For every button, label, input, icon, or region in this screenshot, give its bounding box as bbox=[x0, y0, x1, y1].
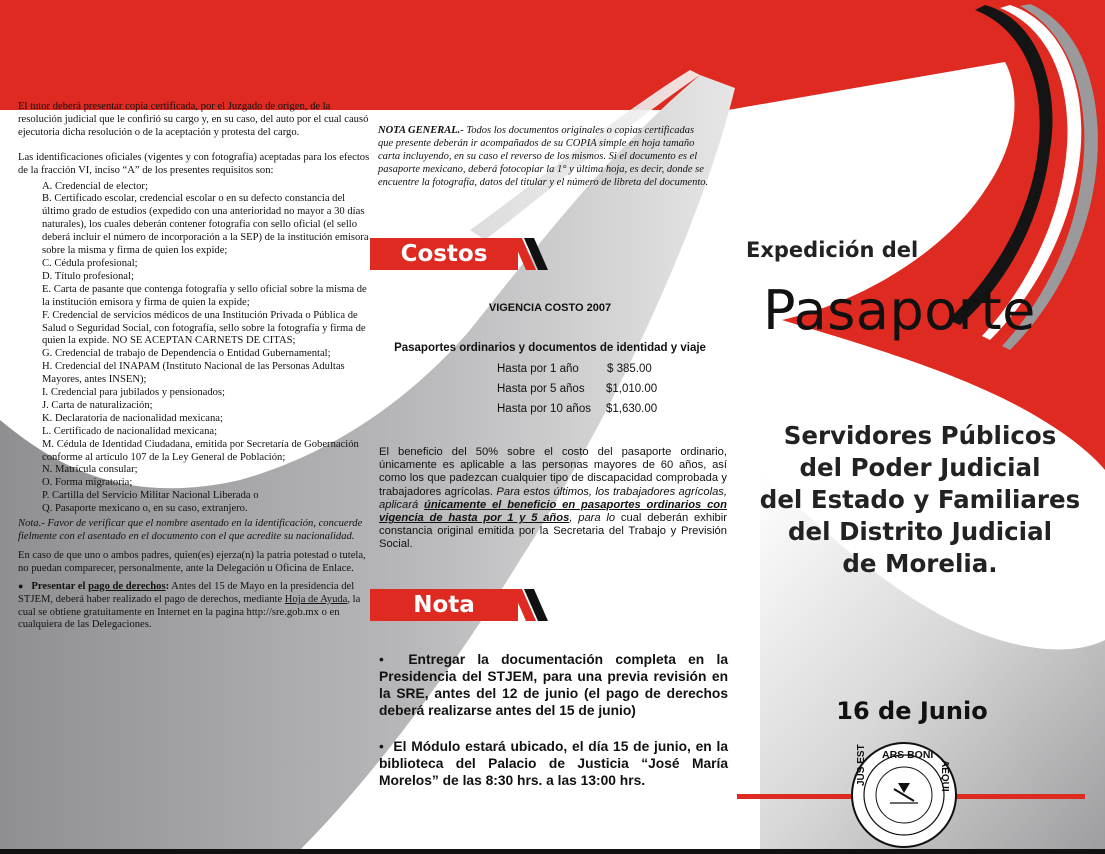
list-item: • El Módulo estará ubicado, el día 15 de junio, en la biblioteca del Palacio de Justicia “José María Morelos” de las 8:30 hrs. a las 13:00 hrs. bbox=[379, 739, 729, 788]
bullet-icon: • bbox=[379, 739, 384, 754]
costos-banner bbox=[370, 238, 550, 270]
list-item: E. Carta de pasante que contenga fotografía y sello oficial sobre la misma de la institución emisora y firma de quien la expide; bbox=[42, 283, 367, 308]
verification-note: Nota.- Favor de verificar que el nombre asentado en la identificación, concuerde fielmente con el asentado en el documento con el que acredite su nacionalidad. bbox=[18, 518, 363, 542]
list-item: Q. Pasaporte mexicano o, en su caso, extranjero. bbox=[42, 503, 248, 515]
title-small: Expedición del bbox=[746, 238, 919, 262]
list-item: L. Certificado de nacionalidad mexicana; bbox=[42, 425, 218, 437]
cost-row: Hasta por 10 años $1,630.00 bbox=[497, 403, 658, 415]
left-column bbox=[18, 101, 370, 644]
list-item: C. Cédula profesional; bbox=[42, 257, 138, 269]
seal-right-text: AEQUI bbox=[939, 760, 950, 792]
event-date: 16 de Junio bbox=[836, 697, 988, 725]
list-item: I. Credencial para jubilados y pensionados; bbox=[42, 387, 225, 399]
list-item: D. Título profesional; bbox=[42, 270, 134, 282]
seal-left-text: JUS EST bbox=[856, 744, 867, 786]
vigencia-header: VIGENCIA COSTO 2007 bbox=[488, 302, 612, 314]
seal-top-text: ARS BONI bbox=[882, 749, 934, 761]
general-note: NOTA GENERAL.- Todos los documentos originales o copias certificadas que presente deberán ir acompañados de su COPIA simple en hoja tamaño carta incluyendo, en su caso el reverso de los mismos. Si el documento es el pasaporte mexicano, deberá fotocopiar la 1° y última hoja, es decir, donde se encuentre la fotografía, datos del titular y el número de libreta del documento. bbox=[378, 125, 709, 188]
parents-paragraph: En caso de que uno o ambos padres, quien(es) ejerza(n) la patria potestad o tutela, no puedan comparecer, personalmente, ante la Delegación u Oficina de Enlace. bbox=[18, 549, 366, 574]
list-item: K. Declaratoria de nacionalidad mexicana; bbox=[42, 412, 223, 424]
list-item: M. Cédula de Identidad Ciudadana, emitida por Secretaría de Gobernación conforme al artículo 107 de la Ley General de Población; bbox=[42, 438, 359, 463]
cost-row: Hasta por 5 años $1,010.00 bbox=[497, 383, 658, 395]
tutor-paragraph: El tutor deberá presentar copia certificada, por el Juzgado de origen, de la resolución judicial que le confirió su cargo y, en su caso, del auto por el cual causó ejecutoria dicha resolución o de la aceptación y protesta del cargo. bbox=[18, 101, 369, 138]
list-item: H. Credencial del INAPAM (Instituto Nacional de las Personas Adultas Mayores, antes INSEN); bbox=[42, 361, 345, 386]
list-item: P. Cartilla del Servicio Militar Nacional Liberada o bbox=[42, 490, 259, 502]
ids-intro: Las identificaciones oficiales (vigentes y con fotografía) aceptadas para los efectos de la fracción VI, inciso “A” de los presentes requisitos son: bbox=[18, 151, 370, 176]
list-item: J. Carta de naturalización; bbox=[42, 399, 153, 411]
nota-title: Nota bbox=[413, 592, 475, 618]
list-item: B. Certificado escolar, credencial escolar o en su defecto constancia del último grado de estudios (expedido con una anterioridad no mayor a 30 días naturales), los cuales deberán contener fotografía con sello oficial (el sello deberá incluir el número de incorporación a la SEP) de la institución emisora sobre la misma y firma de quien los expide; bbox=[42, 193, 369, 257]
benefit-paragraph: El beneficio del 50% sobre el costo del pasaporte ordinario, únicamente es aplicable a las personas mayores de 60 años, así como los que padezcan cualquier tipo de discapacidad comprobada y trabajadores agrícolas. Para estos últimos, los trabajadores agrícolas, aplicará únicamente el beneficio en pasaportes ordinarios con vigencia de hasta por 1 y 5 años, para lo cual deberán exhibir constancia original emitida por la Secretaria del Trabajo y Previsión Social. bbox=[379, 446, 728, 551]
list-item: O. Forma migratoria; bbox=[42, 477, 133, 489]
bullet-icon: • bbox=[379, 652, 384, 667]
list-item: G. Credencial de trabajo de Dependencia o Entidad Gubernamental; bbox=[42, 348, 331, 360]
list-item: N. Matrícula consular; bbox=[42, 464, 138, 476]
costos-title: Costos bbox=[400, 241, 488, 267]
top-red-band bbox=[0, 0, 1105, 110]
payment-paragraph: ● Presentar el pago de derechos: Antes del 15 de Mayo en la presidencia del STJEM, deberá haber realizado el pago de derechos, mediante Hoja de Ayuda, la cual se obtiene gratuitamente en Internet en la pagina http://sre.gob.mx o en cualquiera de las Delegaciones. bbox=[18, 580, 361, 631]
subtitle: Servidores Públicos del Poder Judicial del Estado y Familiares del Distrito Judicial de Morelia. bbox=[759, 421, 1081, 578]
list-item: F. Credencial de servicios médicos de una Institución Privada o Pública de Salud o Seguridad Social, con fotografía, sello sobre la fotografía y firma de quien la expide. NO SE ACEPTAN CARNETS DE CITAS; bbox=[42, 309, 366, 347]
costs-subheader: Pasaportes ordinarios y documentos de identidad y viaje bbox=[394, 342, 706, 354]
list-item: • Entregar la documentación completa en la Presidencia del STJEM, para una previa revisión en la SRE, antes del 12 de junio (el pago de derechos deberá realizarse antes del 15 de junio) bbox=[379, 652, 728, 718]
page-title: Pasaporte bbox=[763, 279, 1036, 342]
id-list bbox=[18, 181, 370, 517]
nota-banner bbox=[370, 589, 550, 621]
cost-row: Hasta por 1 año $ 385.00 bbox=[497, 363, 652, 375]
list-item: A. Credencial de elector; bbox=[42, 180, 148, 192]
bullet-icon: ● bbox=[18, 580, 24, 591]
